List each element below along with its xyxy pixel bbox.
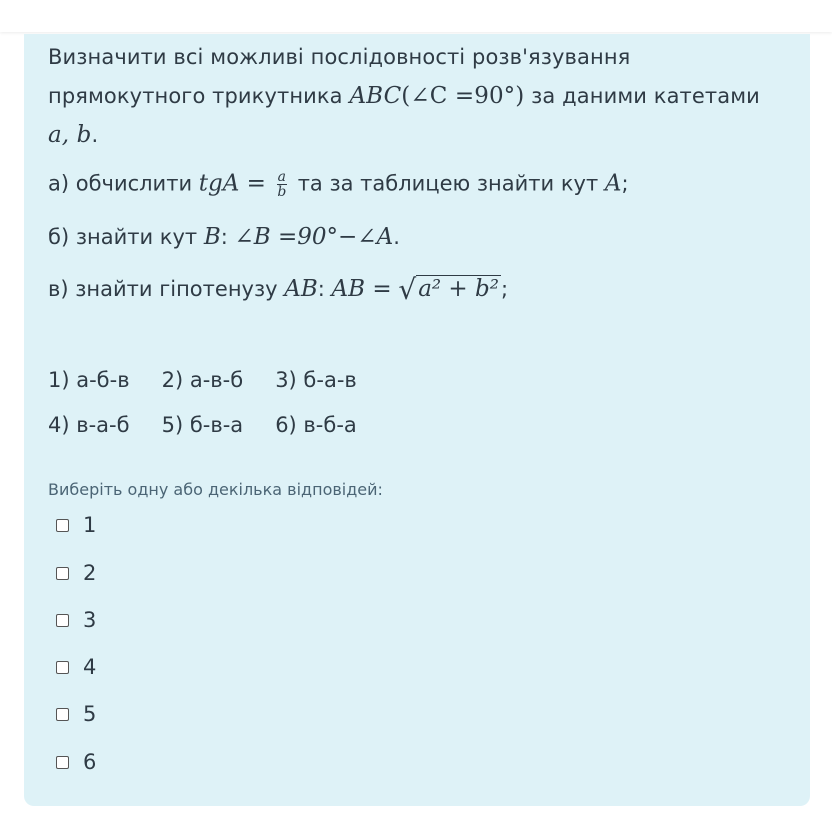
step-b-prefix: б) знайти кут [48, 225, 198, 249]
answer-prompt: Виберіть одну або декілька відповідей: [48, 480, 383, 499]
step-b-formula: ∠B =90°−∠A [234, 224, 394, 250]
answer-choice-5[interactable] [56, 702, 96, 726]
answer-choice-6[interactable] [56, 750, 96, 774]
top-bar [0, 0, 832, 32]
triangle-name: ABC [349, 83, 402, 109]
checkbox[interactable] [56, 519, 69, 532]
sequence-option: 6) в-б-а [275, 413, 357, 437]
answer-label: 4 [83, 655, 97, 679]
answer-choice-3[interactable] [56, 608, 96, 632]
answer-label: 2 [83, 561, 97, 585]
checkbox[interactable] [56, 708, 69, 721]
fraction-numerator: a [277, 169, 286, 185]
step-a-suffix: та за таблицею знайти кут [297, 171, 599, 196]
answer-label: 5 [83, 702, 97, 726]
answer-label: 1 [83, 513, 97, 537]
square-root: √a² + b² [398, 273, 499, 306]
question-intro-3: за даними катетами [531, 84, 760, 108]
fraction [277, 170, 287, 199]
sequence-option: 2) а-в-б [161, 368, 244, 392]
legs: a, b [48, 122, 92, 148]
step-a-prefix: а) обчислити [48, 171, 193, 196]
step-a-angle: A [604, 170, 622, 197]
sequences-row-1 [48, 368, 389, 392]
step-a-formula: tgA = [198, 170, 266, 197]
checkbox[interactable] [56, 614, 69, 627]
answer-label: 3 [83, 608, 97, 632]
checkbox[interactable] [56, 756, 69, 769]
question-intro: Визначити всі можливі послідовності розв'язування [48, 45, 631, 69]
question-text: Визначити всі можливі послідовності розв'язування прямокутного трикутника ABC(∠C =90°) за даними катетами a, b. [48, 45, 760, 148]
step-b-angle: B [203, 224, 221, 250]
answer-choice-2[interactable] [56, 561, 96, 585]
answer-label: 6 [83, 750, 97, 774]
answer-choice-4[interactable] [56, 655, 96, 679]
sequences-row-2 [48, 413, 389, 437]
angle-c: (∠C =90°) [401, 83, 525, 109]
sequence-option: 1) а-б-в [48, 368, 130, 392]
radicand: a² + b² [418, 276, 499, 302]
sequence-option: 4) в-а-б [48, 413, 130, 437]
question-intro-2: прямокутного трикутника [48, 84, 343, 108]
step-a: а) обчислити tgA = $\frac{a}{b}$ та за таблицею знайти кут A; [48, 169, 629, 200]
answer-choice-1[interactable] [56, 513, 96, 537]
step-c-formula: AB = [331, 276, 392, 302]
step-c: в) знайти гіпотенузу AB: AB = √a² + b²; [48, 273, 509, 306]
sequence-option: 5) б-в-а [161, 413, 244, 437]
sequence-option: 3) б-а-в [275, 368, 357, 392]
step-c-side: AB [284, 276, 318, 302]
checkbox[interactable] [56, 661, 69, 674]
step-b: б) знайти кут B: ∠B =90°−∠A. [48, 224, 400, 250]
checkbox[interactable] [56, 567, 69, 580]
fraction-denominator: b [277, 184, 287, 200]
step-c-prefix: в) знайти гіпотенузу [48, 277, 278, 301]
